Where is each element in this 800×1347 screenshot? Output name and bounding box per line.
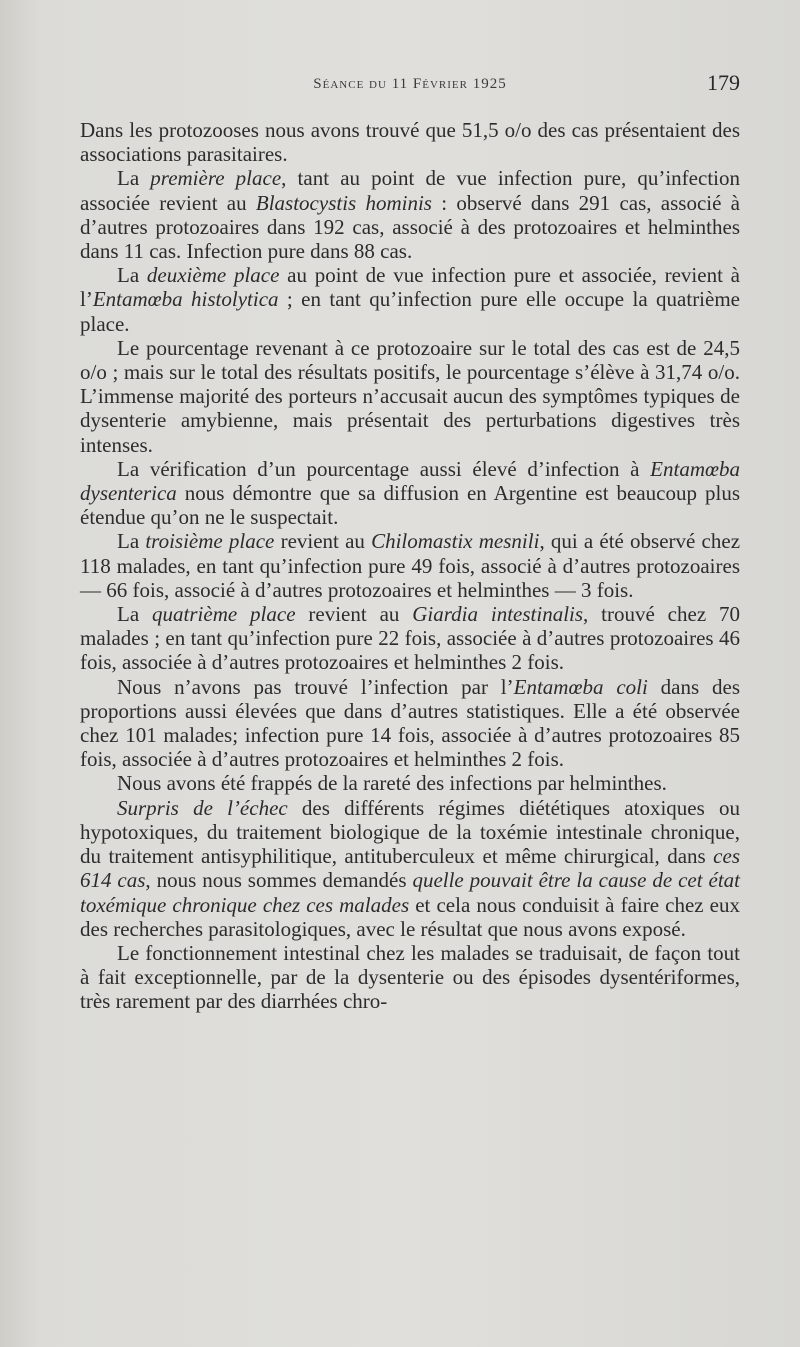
text-run: La xyxy=(117,263,147,288)
italic-text: Surpris de l’échec xyxy=(117,795,288,820)
paragraph-p3 xyxy=(80,263,740,336)
italic-text: Entamœba dysenterica xyxy=(80,456,740,506)
text-run: et cela nous conduisit à faire chez eux des recherches parasitologiques, avec le résultat que nous avons exposé. xyxy=(80,892,741,941)
text-run: des différents régimes diététiques atoxiques ou hypotoxiques, du traitement biologique de la toxémie intestinale chronique, du traitement antisyphilitique, antituberculeux et même chirurgical, dans xyxy=(80,795,740,869)
text-run: La xyxy=(117,602,153,627)
text-run: : observé dans 291 cas, associé à d’autres protozoaires dans 192 cas, associé à des protozoaires et helminthes dans 11 cas. Infection pure dans 88 cas. xyxy=(80,190,741,264)
italic-text: ces 614 cas xyxy=(80,844,740,893)
paragraph-p10 xyxy=(80,796,740,941)
text-run: , nous nous sommes demandés xyxy=(145,868,413,893)
text-run: nous démontre que sa diffusion en Argentine est beaucoup plus étendue qu’on ne le suspectait. xyxy=(80,481,740,530)
text-run: La xyxy=(117,166,151,191)
paragraph-p5 xyxy=(80,457,740,530)
paragraph-p6 xyxy=(80,529,740,602)
text-run: , tant au point de vue infection pure, qu’infection associée revient au xyxy=(80,166,740,215)
running-head: Séance du 11 Février 1925 xyxy=(313,76,507,92)
italic-text: deuxième place xyxy=(146,263,280,288)
text-run: , qui a été observé chez 118 malades, en tant qu’infection pure 49 fois, associé à d’autres protozoaires — 66 fois, associé à d’autres protozoaires et helminthes — 3 fois. xyxy=(80,529,741,602)
italic-text: Giardia intestinalis xyxy=(412,602,584,627)
text-run: Le pourcentage revenant à ce protozoaire sur le total des cas est de 24,5 o/o ; mais sur le total des résultats positifs, le pourcentage s’élève à 31,74 o/o. L’immense majorité des porteurs n’accusait aucun des symptômes typiques de dysenterie amybienne, mais présentait des perturbations digestives très intenses. xyxy=(80,335,740,457)
text-run: revient au xyxy=(274,529,372,554)
paragraph-p1 xyxy=(80,118,740,166)
italic-text: première place xyxy=(150,166,282,191)
text-run: Le fonctionnement intestinal chez les malades se traduisait, de façon tout à fait exceptionnelle, par de la dysenterie ou des épisodes dysentériformes, très rarement par des diarrhées chro- xyxy=(80,940,740,1014)
text-run: dans des proportions aussi élevées que dans d’autres statistiques. Elle a été observée chez 101 malades; infection pure 14 fois, associée à d’autres protozoaires 85 fois, associée à d’autres protozoaires et helminthes 2 fois. xyxy=(80,674,740,772)
paragraph-p2 xyxy=(80,166,740,263)
text-run: Nous avons été frappés de la rareté des infections par helminthes. xyxy=(117,771,667,796)
text-run: revient au xyxy=(295,602,413,627)
italic-text: quatrième place xyxy=(152,602,296,627)
page-header xyxy=(80,70,740,100)
italic-text: Entamœba histolytica xyxy=(92,287,279,312)
body-text xyxy=(80,118,740,1014)
italic-text: Entamœba coli xyxy=(513,674,648,699)
text-run: ; en tant qu’infection pure elle occupe la quatrième place. xyxy=(80,287,740,336)
page-number: 179 xyxy=(707,70,740,95)
paragraph-p11 xyxy=(80,941,740,1014)
text-run: Nous n’avons pas trouvé l’infection par l’ xyxy=(117,674,514,699)
italic-text: troisième place xyxy=(145,529,275,554)
text-run: La xyxy=(117,529,146,554)
text-run: La vérification d’un pourcentage aussi élevé d’infection à xyxy=(117,456,651,481)
italic-text: Blastocystis hominis xyxy=(255,190,432,215)
paragraph-p9 xyxy=(80,771,740,795)
text-run: au point de vue infection pure et associée, revient à l’ xyxy=(80,263,740,312)
paragraph-p4 xyxy=(80,336,740,457)
italic-text: Chilomastix mesnili xyxy=(371,529,540,554)
paragraph-p8 xyxy=(80,675,740,772)
text-run: , trouvé chez 70 malades ; en tant qu’infection pure 22 fois, associée à d’autres protozoaires 46 fois, associée à d’autres protozoaires et helminthes 2 fois. xyxy=(80,602,741,675)
paragraph-p7 xyxy=(80,602,740,675)
italic-text: quelle pouvait être la cause de cet état toxémique chronique chez ces malades xyxy=(80,868,740,917)
text-run: Dans les protozooses nous avons trouvé que 51,5 o/o des cas présentaient des associations parasitaires. xyxy=(80,118,740,167)
